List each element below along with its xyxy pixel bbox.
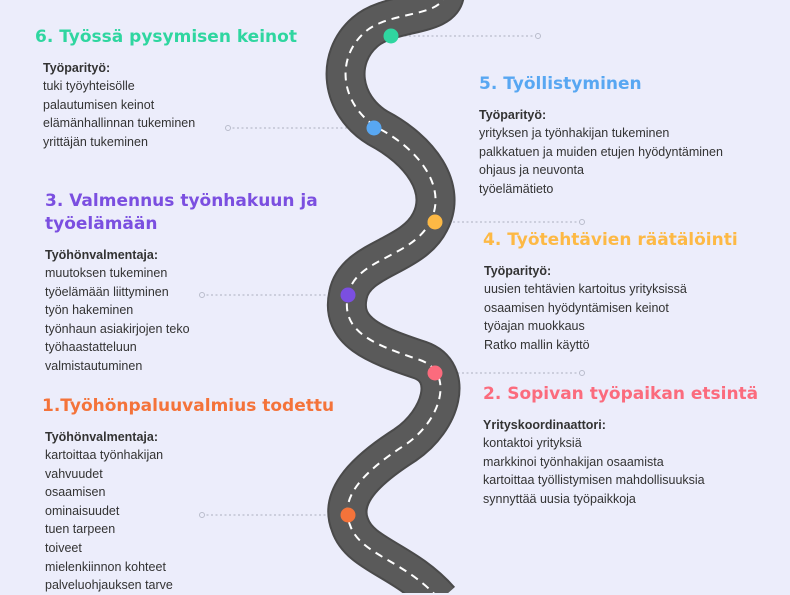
step-5-role: Työparityö: [479, 108, 547, 122]
step-6-item: yrittäjän tukeminen [43, 134, 148, 149]
step-4-item: työajan muokkaus [484, 319, 585, 334]
step-3-item: työelämään liittyminen [45, 284, 169, 299]
step-4-item: uusien tehtävien kartoitus yrityksissä [484, 282, 687, 296]
step-1-item: tuen tarpeen [45, 522, 116, 537]
step-1-item: ominaisuudet [45, 503, 120, 518]
step-1-item: kartoittaa työnhakijan [45, 448, 164, 462]
step-2-item: kartoittaa työllistymisen mahdollisuuksia [483, 473, 705, 488]
step-3-role: Työhönvalmentaja: [45, 248, 158, 262]
marker-step-6 [384, 29, 399, 44]
step-3-item: työhaastatteluun [45, 340, 137, 355]
step-5 [479, 73, 779, 198]
step-6-item: elämänhallinnan tukeminen [43, 116, 196, 131]
step-4-item: Ratko mallin käyttö [484, 337, 590, 352]
step-5-item: palkkatuen ja muiden etujen hyödyntäminen [479, 144, 723, 159]
connector-end-step-2 [580, 371, 585, 376]
step-1-item: toiveet [45, 540, 82, 555]
step-1-item: osaamisen [45, 485, 106, 500]
step-3-item: työn hakeminen [45, 303, 134, 318]
step-5-item: ohjaus ja neuvonta [479, 163, 584, 178]
step-1-item: vahvuudet [45, 466, 103, 481]
marker-step-4 [428, 215, 443, 230]
connector-end-step-4 [580, 220, 585, 225]
step-6-title: 6. Työssä pysymisen keinot [35, 27, 297, 47]
step-1-title: 1.Työhönpaluuvalmius todettu [42, 396, 335, 416]
connector-end-step-6 [536, 34, 541, 39]
step-6-item: palautumisen keinot [43, 97, 155, 112]
step-2 [483, 383, 783, 508]
step-2-item: synnyttää uusia työpaikkoja [483, 491, 636, 506]
step-2-role: Yrityskoordinaattori: [483, 418, 606, 432]
winding-road [346, 0, 445, 593]
step-4-title: 4. Työtehtävien räätälöinti [483, 230, 738, 250]
step-2-item: kontaktoi yrityksiä [483, 436, 582, 450]
marker-step-3 [341, 288, 356, 303]
step-3-title [45, 190, 335, 236]
step-5-item: yrityksen ja työnhakijan tukeminen [479, 126, 670, 140]
step-4 [483, 229, 783, 354]
step-2-title: 2. Sopivan työpaikan etsintä [483, 384, 759, 404]
step-3-item: työnhaun asiakirjojen teko [45, 321, 190, 336]
step-4-item: osaamisen hyödyntämisen keinot [484, 300, 669, 315]
marker-step-5 [367, 121, 382, 136]
step-1-role: Työhönvalmentaja: [45, 430, 158, 444]
step-6-role: Työparityö: [43, 61, 111, 75]
step-3-title-line: 3. Valmennus työnhakuun ja [45, 191, 318, 211]
step-3-item: muutoksen tukeminen [45, 266, 168, 280]
step-5-item: työelämätieto [479, 181, 554, 196]
marker-step-2 [428, 366, 443, 381]
step-3 [45, 190, 335, 376]
step-2-item: markkinoi työnhakijan osaamista [483, 454, 664, 469]
step-3-item: valmistautuminen [45, 358, 143, 373]
step-5-title: 5. Työllistyminen [479, 74, 642, 94]
step-4-role: Työparityö: [484, 264, 552, 278]
step-1 [42, 395, 342, 595]
step-3-title-line: työelämään [45, 214, 158, 234]
marker-step-1 [341, 508, 356, 523]
step-1-item: mielenkiinnon kohteet [45, 559, 166, 574]
step-1-item: palveluohjauksen tarve [45, 578, 173, 593]
step-6-item: tuki työyhteisölle [43, 79, 135, 93]
step-6 [35, 26, 325, 151]
